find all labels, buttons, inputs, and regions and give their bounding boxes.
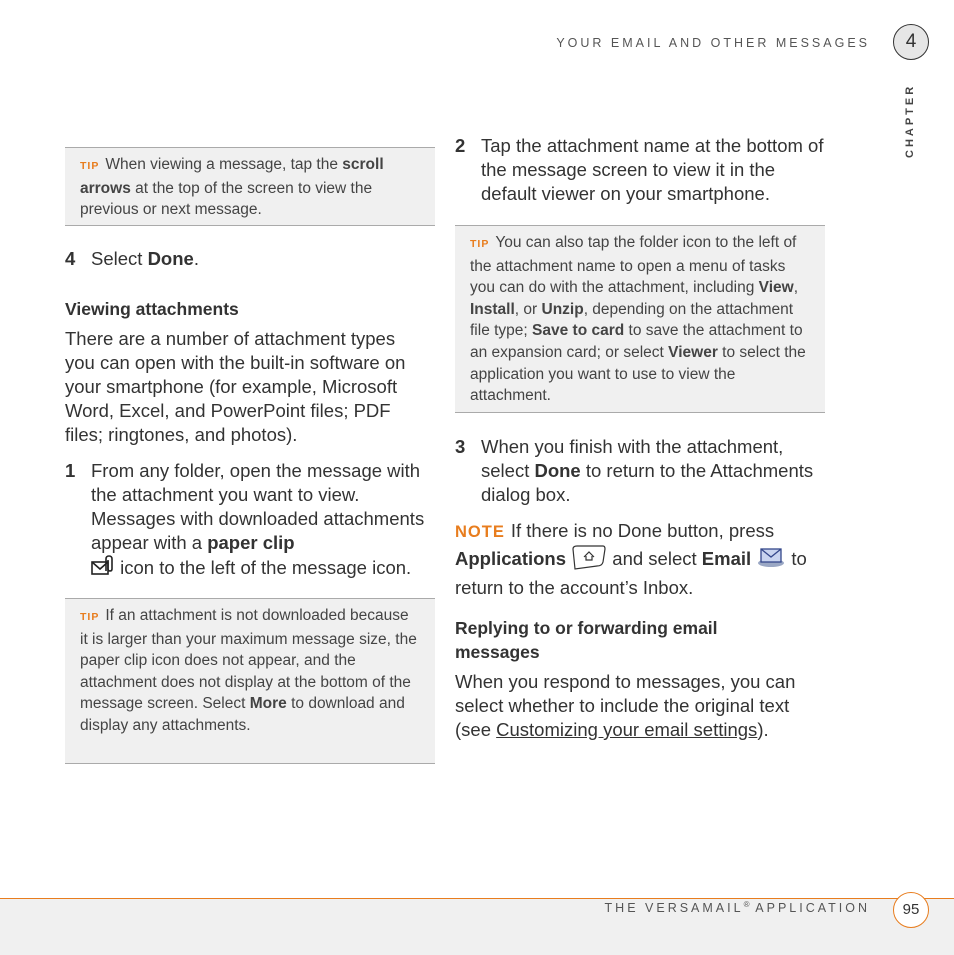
- section-heading-viewing-attachments: Viewing attachments: [65, 299, 239, 319]
- note-text: If there is no Done button, press: [510, 520, 775, 541]
- intro-paragraph: There are a number of attachment types you can open with the built-in software on your smartphone (for example, Microsoft Word, Excel, and PowerPoint files; PDF files; ringtones, and photos).: [65, 328, 406, 445]
- note-text: and select: [607, 547, 702, 569]
- registered-mark: ®: [743, 900, 750, 909]
- note-label: NOTE: [455, 523, 505, 541]
- tip-text: at the top of the screen to view the previous or next message.: [80, 179, 373, 219]
- tip-box-folder-icon: [455, 225, 825, 413]
- tip-box-scroll-arrows: [65, 147, 435, 226]
- step-bold: paper clip: [207, 532, 295, 553]
- footer-title-text: THE VERSAMAIL: [604, 901, 744, 916]
- tip-text: to select the application you want to use to view the attachment.: [470, 343, 806, 405]
- paragraph-text: ).: [757, 719, 769, 740]
- tip-bold: scroll arrows: [80, 156, 384, 197]
- step-text: When you finish with the attachment, select: [481, 436, 784, 481]
- step-1: [65, 459, 440, 589]
- footer-title-text: APPLICATION: [749, 901, 870, 916]
- step-3: [455, 435, 825, 511]
- paragraph-text: When you respond to messages, you can select whether to include the original text (see: [455, 671, 796, 740]
- tip-text: to download and display any attachments.: [80, 695, 405, 734]
- running-header: YOUR EMAIL AND OTHER MESSAGES: [556, 36, 870, 50]
- paper-clip-envelope-icon: [91, 555, 115, 583]
- tip-text: When viewing a message, tap the: [105, 156, 343, 173]
- tip-text: to save the attachment to an expansion card; or select: [470, 322, 803, 361]
- tip-label: TIP: [80, 160, 100, 172]
- step-text: icon to the left of the message icon.: [115, 556, 412, 578]
- note-bold: Applications: [455, 547, 567, 569]
- step-number: 1: [65, 460, 76, 481]
- step-number: 2: [455, 135, 466, 156]
- tip-bold: More: [249, 695, 287, 713]
- step-text: Tap the attachment name at the bottom of the message screen to view it in the default viewer on your smartphone.: [481, 135, 824, 204]
- tip-label: TIP: [470, 238, 490, 250]
- tip-bold: Save to card: [532, 322, 625, 340]
- step-number: 4: [65, 248, 76, 269]
- chapter-number-badge: 4: [893, 24, 929, 60]
- tip-label: TIP: [80, 611, 100, 623]
- applications-key-icon: [571, 544, 607, 576]
- step-text: .: [193, 248, 199, 269]
- tip-text: You can also tap the folder icon to the left of the attachment name to open a menu of tasks you can do with the attachment, including: [470, 234, 797, 297]
- step-2: [455, 134, 825, 210]
- step-4: [65, 247, 435, 273]
- tip-box-not-downloaded: [65, 598, 435, 764]
- note-bold: Email: [701, 547, 752, 569]
- note-text: to return to the account’s Inbox.: [455, 547, 807, 598]
- note-paragraph: [455, 519, 827, 600]
- tip-bold: View: [758, 279, 794, 297]
- tip-text: ,: [793, 279, 799, 297]
- step-bold: Done: [147, 248, 194, 269]
- footer-title: [605, 900, 870, 915]
- tip-text: If an attachment is not downloaded because it is larger than your maximum message size, the paper clip icon does not appear, and the attachment does not display at the bottom of the message screen. Select: [80, 607, 417, 713]
- customizing-email-settings-link[interactable]: Customizing your email settings: [496, 719, 758, 740]
- step-text: From any folder, open the message with the attachment you want to view. Messages with downloaded attachments appear with a: [91, 460, 425, 553]
- step-text: to return to the Attachments dialog box.: [481, 460, 814, 505]
- tip-bold: Viewer: [668, 343, 718, 361]
- tip-bold: Install: [470, 300, 515, 318]
- step-text: Select: [91, 248, 148, 269]
- step-number: 3: [455, 436, 466, 457]
- email-app-icon: [756, 546, 786, 574]
- replying-paragraph: [455, 670, 823, 742]
- chapter-label: CHAPTER: [904, 84, 916, 159]
- section-heading-replying: Replying to or forwarding email messages: [455, 618, 718, 662]
- tip-bold: Unzip: [541, 300, 584, 318]
- tip-text: , depending on the attachment file type;: [470, 300, 794, 340]
- step-bold: Done: [534, 460, 581, 481]
- page-number: 95: [893, 892, 929, 928]
- tip-text: , or: [514, 300, 542, 318]
